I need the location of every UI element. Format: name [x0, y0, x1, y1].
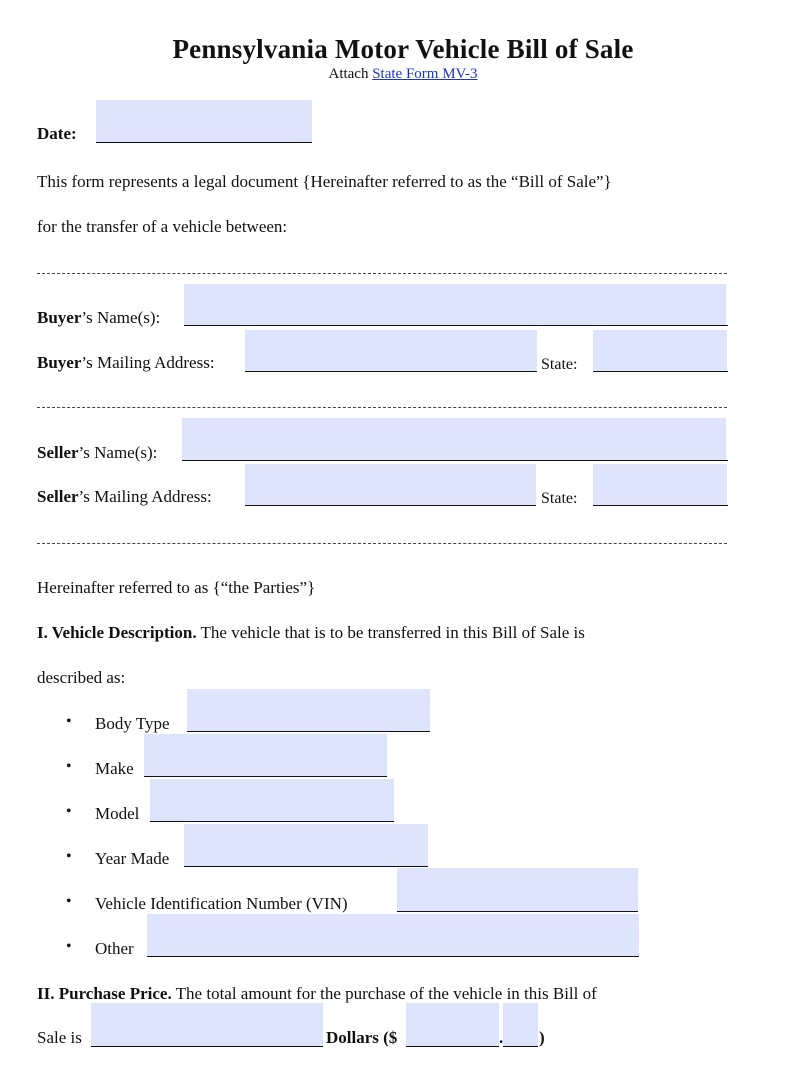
other-label: Other [95, 939, 134, 958]
seller-name-label: Seller’s Name(s): [37, 443, 158, 462]
price-dollars-field[interactable] [406, 1011, 499, 1043]
body-type-underline [187, 731, 430, 732]
bullet: • [66, 803, 72, 820]
body-type-label: Body Type [95, 714, 170, 733]
buyer-name-underline [184, 325, 728, 326]
seller-state-field[interactable] [593, 470, 727, 502]
bullet: • [66, 713, 72, 730]
buyer-state-label: State: [541, 356, 578, 373]
vehicle-heading: I. Vehicle Description. [37, 623, 197, 642]
dollars-label: Dollars ($ [326, 1028, 398, 1047]
price-words-field[interactable] [91, 1011, 323, 1043]
bullet: • [66, 938, 72, 955]
vin-label: Vehicle Identification Number (VIN) [95, 894, 348, 913]
price-dollars-underline [406, 1046, 499, 1047]
intro-line-1: This form represents a legal document {Hereinafter referred to as the “Bill of Sale”} [37, 172, 612, 191]
body-type-field[interactable] [187, 696, 430, 728]
state-form-mv3-link[interactable]: State Form MV-3 [372, 66, 478, 82]
seller-name-underline [182, 460, 728, 461]
buyer-address-label: Buyer’s Mailing Address: [37, 353, 215, 372]
model-field[interactable] [150, 786, 394, 818]
seller-address-label: Seller’s Mailing Address: [37, 487, 212, 506]
vehicle-description-line-2: described as: [37, 668, 126, 687]
buyer-address-underline [245, 371, 537, 372]
intro-line-2: for the transfer of a vehicle between: [37, 217, 288, 236]
year-made-field[interactable] [184, 831, 428, 863]
divider-1 [37, 273, 727, 274]
vin-underline [397, 911, 638, 912]
close-paren: ) [539, 1028, 545, 1047]
seller-name-field[interactable] [182, 425, 726, 457]
date-label: Date: [37, 124, 77, 143]
year-made-underline [184, 866, 428, 867]
make-underline [144, 776, 387, 777]
bullet: • [66, 893, 72, 910]
other-field[interactable] [147, 921, 639, 953]
year-made-label: Year Made [95, 849, 170, 868]
attach-note [0, 66, 806, 83]
other-underline [147, 956, 639, 957]
make-field[interactable] [144, 741, 387, 773]
divider-2 [37, 407, 727, 408]
buyer-name-label: Buyer’s Name(s): [37, 308, 161, 327]
purchase-price-paragraph: II. Purchase Price. The total amount for the purchase of the vehicle in this Bill of [37, 984, 597, 1003]
make-label: Make [95, 759, 134, 778]
price-cents-underline [503, 1046, 538, 1047]
bullet: • [66, 758, 72, 775]
price-words-underline [91, 1046, 323, 1047]
buyer-name-field[interactable] [184, 290, 726, 322]
decimal-point: . [499, 1028, 504, 1047]
divider-3 [37, 543, 727, 544]
vehicle-description-paragraph: I. Vehicle Description. The vehicle that is to be transferred in this Bill of Sale is [37, 623, 585, 642]
parties-text: Hereinafter referred to as {“the Parties”} [37, 578, 316, 597]
date-underline [96, 142, 312, 143]
price-cents-field[interactable] [503, 1011, 538, 1043]
bullet: • [66, 848, 72, 865]
model-underline [150, 821, 394, 822]
date-field[interactable] [96, 108, 312, 140]
sale-is-label: Sale is [37, 1028, 82, 1047]
vin-field[interactable] [397, 876, 638, 908]
seller-state-label: State: [541, 490, 578, 507]
purchase-price-heading: II. Purchase Price. [37, 984, 172, 1003]
buyer-state-field[interactable] [593, 336, 727, 368]
seller-state-underline [593, 505, 728, 506]
attach-prefix: Attach [328, 66, 369, 82]
buyer-address-field[interactable] [245, 336, 537, 368]
buyer-state-underline [593, 371, 728, 372]
seller-address-field[interactable] [245, 470, 536, 502]
model-label: Model [95, 804, 140, 823]
seller-address-underline [245, 505, 536, 506]
page-title: Pennsylvania Motor Vehicle Bill of Sale [172, 34, 634, 64]
